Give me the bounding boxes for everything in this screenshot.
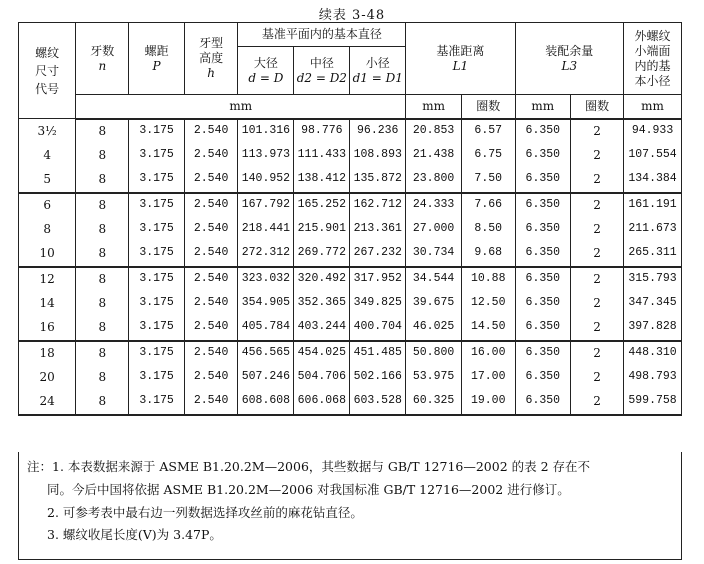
cell-ds: 498.793 bbox=[624, 366, 682, 390]
cell-h: 2.540 bbox=[184, 390, 238, 415]
cell-l1t: 7.66 bbox=[461, 193, 515, 218]
cell-l3t: 2 bbox=[571, 341, 624, 366]
cell-d: 272.312 bbox=[238, 242, 294, 267]
cell-l1t: 17.00 bbox=[461, 366, 515, 390]
cell-l1: 30.734 bbox=[406, 242, 462, 267]
cell-size: 18 bbox=[19, 341, 76, 366]
cell-h: 2.540 bbox=[184, 144, 238, 168]
cell-h: 2.540 bbox=[184, 168, 238, 193]
unit-turns-l3: 圈数 bbox=[571, 95, 624, 119]
cell-l3t: 2 bbox=[571, 218, 624, 242]
cell-l1: 21.438 bbox=[406, 144, 462, 168]
cell-ds: 397.828 bbox=[624, 316, 682, 341]
header-gauge-length: 基准距离 L1 bbox=[406, 23, 515, 95]
cell-ds: 347.345 bbox=[624, 292, 682, 316]
cell-ds: 315.793 bbox=[624, 267, 682, 292]
cell-h: 2.540 bbox=[184, 316, 238, 341]
cell-l3t: 2 bbox=[571, 119, 624, 144]
cell-p: 3.175 bbox=[129, 390, 185, 415]
cell-d: 323.032 bbox=[238, 267, 294, 292]
cell-size: 3½ bbox=[19, 119, 76, 144]
cell-l1: 20.853 bbox=[406, 119, 462, 144]
cell-n: 8 bbox=[76, 218, 129, 242]
header-assembly-allowance: 装配余量 L3 bbox=[515, 23, 624, 95]
cell-h: 2.540 bbox=[184, 242, 238, 267]
note-2: 2. 可参考表中最右边一列数据选择攻丝前的麻花钻直径。 bbox=[47, 504, 363, 520]
cell-d2: 269.772 bbox=[294, 242, 350, 267]
cell-ds: 448.310 bbox=[624, 341, 682, 366]
cell-p: 3.175 bbox=[129, 119, 185, 144]
table-row bbox=[19, 119, 682, 144]
cell-l3t: 2 bbox=[571, 390, 624, 415]
table-notes bbox=[18, 452, 682, 560]
header-size-code: 螺纹尺寸代号 bbox=[19, 23, 76, 119]
cell-p: 3.175 bbox=[129, 341, 185, 366]
unit-mm-span: mm bbox=[76, 95, 406, 119]
cell-l3t: 2 bbox=[571, 168, 624, 193]
cell-l3: 6.350 bbox=[515, 218, 571, 242]
cell-d1: 502.166 bbox=[350, 366, 406, 390]
cell-l3: 6.350 bbox=[515, 144, 571, 168]
table-row bbox=[19, 316, 682, 341]
cell-size: 24 bbox=[19, 390, 76, 415]
cell-h: 2.540 bbox=[184, 218, 238, 242]
cell-d1: 162.712 bbox=[350, 193, 406, 218]
cell-size: 16 bbox=[19, 316, 76, 341]
cell-p: 3.175 bbox=[129, 292, 185, 316]
header-thread-height: 牙型高度 h bbox=[184, 23, 238, 95]
unit-mm-small-end: mm bbox=[624, 95, 682, 119]
cell-l1: 53.975 bbox=[406, 366, 462, 390]
cell-l3t: 2 bbox=[571, 267, 624, 292]
cell-ds: 599.758 bbox=[624, 390, 682, 415]
cell-ds: 265.311 bbox=[624, 242, 682, 267]
cell-d: 167.792 bbox=[238, 193, 294, 218]
cell-l1t: 10.88 bbox=[461, 267, 515, 292]
cell-d1: 317.952 bbox=[350, 267, 406, 292]
table-row bbox=[19, 168, 682, 193]
cell-d2: 98.776 bbox=[294, 119, 350, 144]
header-pitch-diameter: 中径 d2 = D2 bbox=[294, 47, 350, 95]
cell-d: 113.973 bbox=[238, 144, 294, 168]
cell-l3t: 2 bbox=[571, 144, 624, 168]
header-tpi: 牙数 n bbox=[76, 23, 129, 95]
cell-l3: 6.350 bbox=[515, 267, 571, 292]
cell-h: 2.540 bbox=[184, 366, 238, 390]
cell-ds: 134.384 bbox=[624, 168, 682, 193]
cell-d1: 451.485 bbox=[350, 341, 406, 366]
cell-n: 8 bbox=[76, 242, 129, 267]
cell-d1: 213.361 bbox=[350, 218, 406, 242]
cell-l1: 24.333 bbox=[406, 193, 462, 218]
cell-ds: 94.933 bbox=[624, 119, 682, 144]
table-row bbox=[19, 390, 682, 415]
cell-h: 2.540 bbox=[184, 193, 238, 218]
cell-l3t: 2 bbox=[571, 316, 624, 341]
table-row bbox=[19, 144, 682, 168]
cell-d: 354.905 bbox=[238, 292, 294, 316]
cell-size: 20 bbox=[19, 366, 76, 390]
cell-d2: 403.244 bbox=[294, 316, 350, 341]
cell-n: 8 bbox=[76, 193, 129, 218]
header-basic-diameter-group: 基准平面内的基本直径 bbox=[238, 23, 406, 47]
cell-d2: 320.492 bbox=[294, 267, 350, 292]
cell-l3: 6.350 bbox=[515, 292, 571, 316]
unit-turns-l1: 圈数 bbox=[461, 95, 515, 119]
cell-l3t: 2 bbox=[571, 366, 624, 390]
cell-l3: 6.350 bbox=[515, 193, 571, 218]
note-1b: 同。今后中国将依据 ASME B1.20.2M—2006 对我国标准 GB/T 12716—2002 进行修订。 bbox=[47, 481, 570, 497]
cell-h: 2.540 bbox=[184, 119, 238, 144]
cell-d: 507.246 bbox=[238, 366, 294, 390]
cell-d: 140.952 bbox=[238, 168, 294, 193]
cell-l3: 6.350 bbox=[515, 168, 571, 193]
cell-ds: 161.191 bbox=[624, 193, 682, 218]
cell-n: 8 bbox=[76, 119, 129, 144]
cell-l3: 6.350 bbox=[515, 119, 571, 144]
cell-l3t: 2 bbox=[571, 292, 624, 316]
note-3: 3. 螺纹收尾长度(V)为 3.47P。 bbox=[47, 527, 222, 543]
cell-d: 101.316 bbox=[238, 119, 294, 144]
cell-l1: 23.800 bbox=[406, 168, 462, 193]
cell-l1t: 7.50 bbox=[461, 168, 515, 193]
cell-d1: 400.704 bbox=[350, 316, 406, 341]
cell-n: 8 bbox=[76, 168, 129, 193]
table-row bbox=[19, 193, 682, 218]
table-row bbox=[19, 292, 682, 316]
cell-d2: 138.412 bbox=[294, 168, 350, 193]
unit-mm-l3: mm bbox=[515, 95, 571, 119]
cell-size: 6 bbox=[19, 193, 76, 218]
cell-n: 8 bbox=[76, 267, 129, 292]
cell-l3t: 2 bbox=[571, 193, 624, 218]
cell-l3: 6.350 bbox=[515, 390, 571, 415]
cell-d1: 603.528 bbox=[350, 390, 406, 415]
table-row bbox=[19, 341, 682, 366]
cell-d1: 135.872 bbox=[350, 168, 406, 193]
cell-d2: 606.068 bbox=[294, 390, 350, 415]
cell-d1: 108.893 bbox=[350, 144, 406, 168]
cell-ds: 211.673 bbox=[624, 218, 682, 242]
cell-d: 608.608 bbox=[238, 390, 294, 415]
cell-l1t: 8.50 bbox=[461, 218, 515, 242]
cell-l3: 6.350 bbox=[515, 242, 571, 267]
cell-n: 8 bbox=[76, 366, 129, 390]
table-row bbox=[19, 366, 682, 390]
cell-size: 14 bbox=[19, 292, 76, 316]
cell-l1: 46.025 bbox=[406, 316, 462, 341]
cell-h: 2.540 bbox=[184, 341, 238, 366]
note-1a: 注：1. 本表数据来源于 ASME B1.20.2M—2006，其些数据与 GB/T 12716—2002 的表 2 存在不 bbox=[27, 459, 591, 474]
cell-h: 2.540 bbox=[184, 267, 238, 292]
cell-l1t: 19.00 bbox=[461, 390, 515, 415]
cell-size: 8 bbox=[19, 218, 76, 242]
cell-d: 218.441 bbox=[238, 218, 294, 242]
cell-l1t: 6.57 bbox=[461, 119, 515, 144]
cell-p: 3.175 bbox=[129, 168, 185, 193]
cell-p: 3.175 bbox=[129, 242, 185, 267]
cell-d1: 267.232 bbox=[350, 242, 406, 267]
cell-d2: 215.901 bbox=[294, 218, 350, 242]
cell-d2: 504.706 bbox=[294, 366, 350, 390]
cell-d1: 349.825 bbox=[350, 292, 406, 316]
cell-d2: 165.252 bbox=[294, 193, 350, 218]
cell-p: 3.175 bbox=[129, 144, 185, 168]
cell-size: 4 bbox=[19, 144, 76, 168]
cell-size: 5 bbox=[19, 168, 76, 193]
cell-d: 456.565 bbox=[238, 341, 294, 366]
cell-n: 8 bbox=[76, 144, 129, 168]
cell-d1: 96.236 bbox=[350, 119, 406, 144]
cell-n: 8 bbox=[76, 341, 129, 366]
cell-l1t: 6.75 bbox=[461, 144, 515, 168]
cell-l3: 6.350 bbox=[515, 316, 571, 341]
cell-p: 3.175 bbox=[129, 316, 185, 341]
table-row bbox=[19, 267, 682, 292]
table-caption: 续表 3-48 bbox=[318, 8, 386, 23]
cell-l1: 34.544 bbox=[406, 267, 462, 292]
cell-l1: 27.000 bbox=[406, 218, 462, 242]
cell-p: 3.175 bbox=[129, 267, 185, 292]
cell-d2: 454.025 bbox=[294, 341, 350, 366]
cell-l3: 6.350 bbox=[515, 366, 571, 390]
cell-size: 12 bbox=[19, 267, 76, 292]
cell-l1: 50.800 bbox=[406, 341, 462, 366]
header-pitch: 螺距 P bbox=[129, 23, 185, 95]
cell-size: 10 bbox=[19, 242, 76, 267]
header-major-diameter: 大径 d = D bbox=[238, 47, 294, 95]
thread-dimension-table bbox=[18, 22, 682, 416]
cell-l1t: 9.68 bbox=[461, 242, 515, 267]
cell-n: 8 bbox=[76, 292, 129, 316]
header-minor-diameter: 小径 d1 = D1 bbox=[350, 47, 406, 95]
cell-d2: 111.433 bbox=[294, 144, 350, 168]
cell-p: 3.175 bbox=[129, 218, 185, 242]
cell-l1: 60.325 bbox=[406, 390, 462, 415]
cell-l1t: 14.50 bbox=[461, 316, 515, 341]
table-row bbox=[19, 242, 682, 267]
header-ext-small-end-minor: 外螺纹小端面内的基本小径 bbox=[624, 23, 682, 95]
cell-l1t: 12.50 bbox=[461, 292, 515, 316]
cell-d2: 352.365 bbox=[294, 292, 350, 316]
cell-l3t: 2 bbox=[571, 242, 624, 267]
unit-mm-l1: mm bbox=[406, 95, 462, 119]
cell-p: 3.175 bbox=[129, 366, 185, 390]
cell-n: 8 bbox=[76, 316, 129, 341]
cell-l3: 6.350 bbox=[515, 341, 571, 366]
cell-ds: 107.554 bbox=[624, 144, 682, 168]
table-row bbox=[19, 218, 682, 242]
cell-n: 8 bbox=[76, 390, 129, 415]
cell-l1: 39.675 bbox=[406, 292, 462, 316]
cell-h: 2.540 bbox=[184, 292, 238, 316]
cell-p: 3.175 bbox=[129, 193, 185, 218]
cell-l1t: 16.00 bbox=[461, 341, 515, 366]
cell-d: 405.784 bbox=[238, 316, 294, 341]
